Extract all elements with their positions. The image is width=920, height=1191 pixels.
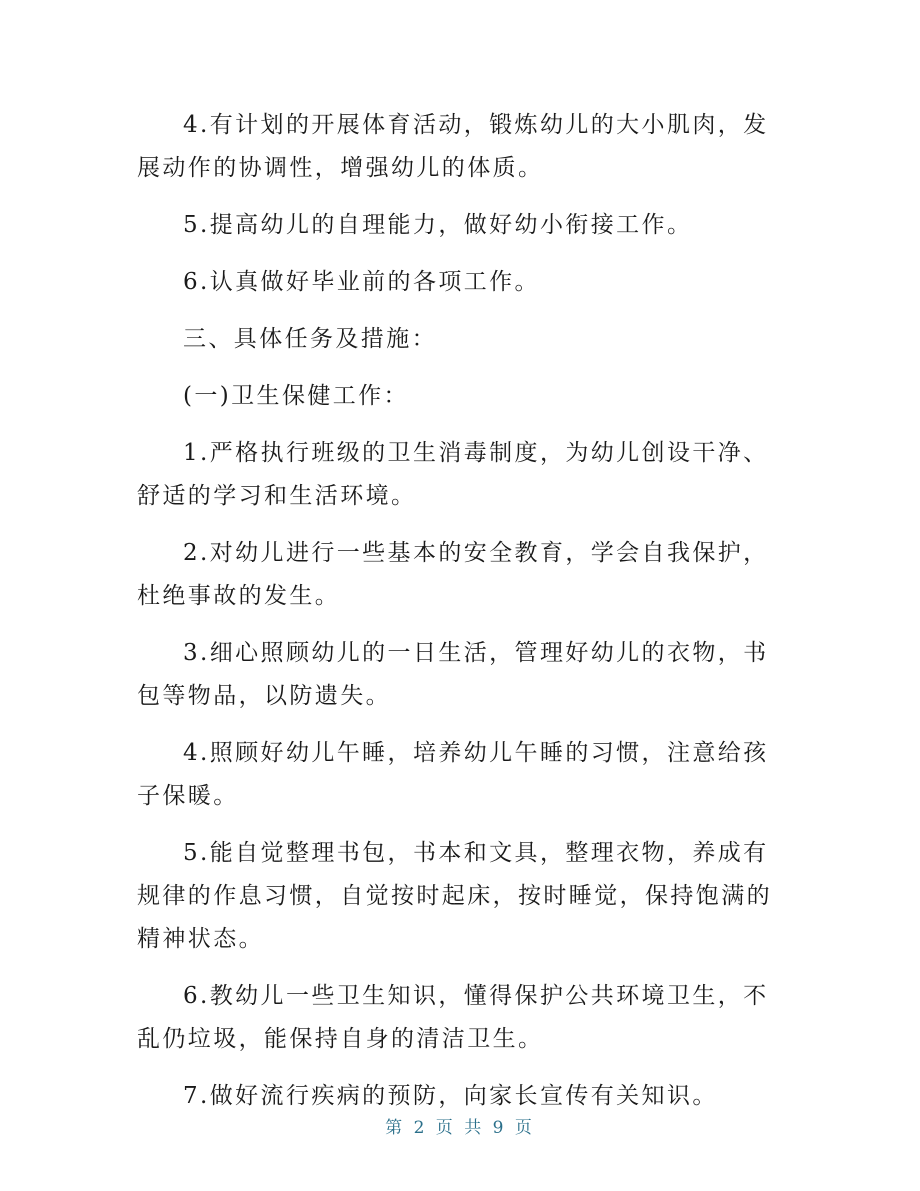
- paragraph: 2.对幼儿进行一些基本的安全教育，学会自我保护，杜绝事故的发生。: [137, 540, 769, 609]
- page-number-footer: 第 2 页 共 9 页: [385, 1118, 535, 1138]
- paragraph: 5.能自觉整理书包，书本和文具，整理衣物，养成有规律的作息习惯，自觉按时起床，按时睡觉，保持饱满的精神状态。: [137, 840, 772, 952]
- document-body: [137, 104, 787, 1132]
- paragraph: 7.做好流行疾病的预防，向家长宣传有关知识。: [183, 1083, 718, 1109]
- paragraph: 3.细心照顾幼儿的一日生活，管理好幼儿的衣物，书包等物品，以防遗失。: [137, 640, 769, 709]
- paragraph: 5.提高幼儿的自理能力，做好幼小衔接工作。: [183, 212, 693, 238]
- paragraph: 6.教幼儿一些卫生知识，懂得保护公共环境卫生，不乱仍垃圾，能保持自身的清洁卫生。: [137, 983, 769, 1052]
- subsection-heading: (一)卫生保健工作：: [183, 383, 409, 409]
- paragraph: 4.有计划的开展体育活动，锻炼幼儿的大小肌肉，发展动作的协调性，增强幼儿的体质。: [137, 112, 769, 181]
- paragraph: 4.照顾好幼儿午睡，培养幼儿午睡的习惯，注意给孩子保暖。: [137, 740, 769, 809]
- paragraph: 6.认真做好毕业前的各项工作。: [183, 269, 540, 295]
- section-heading: 三、具体任务及措施：: [183, 326, 437, 352]
- paragraph: 1.严格执行班级的卫生消毒制度，为幼儿创设干净、舒适的学习和生活环境。: [137, 440, 769, 509]
